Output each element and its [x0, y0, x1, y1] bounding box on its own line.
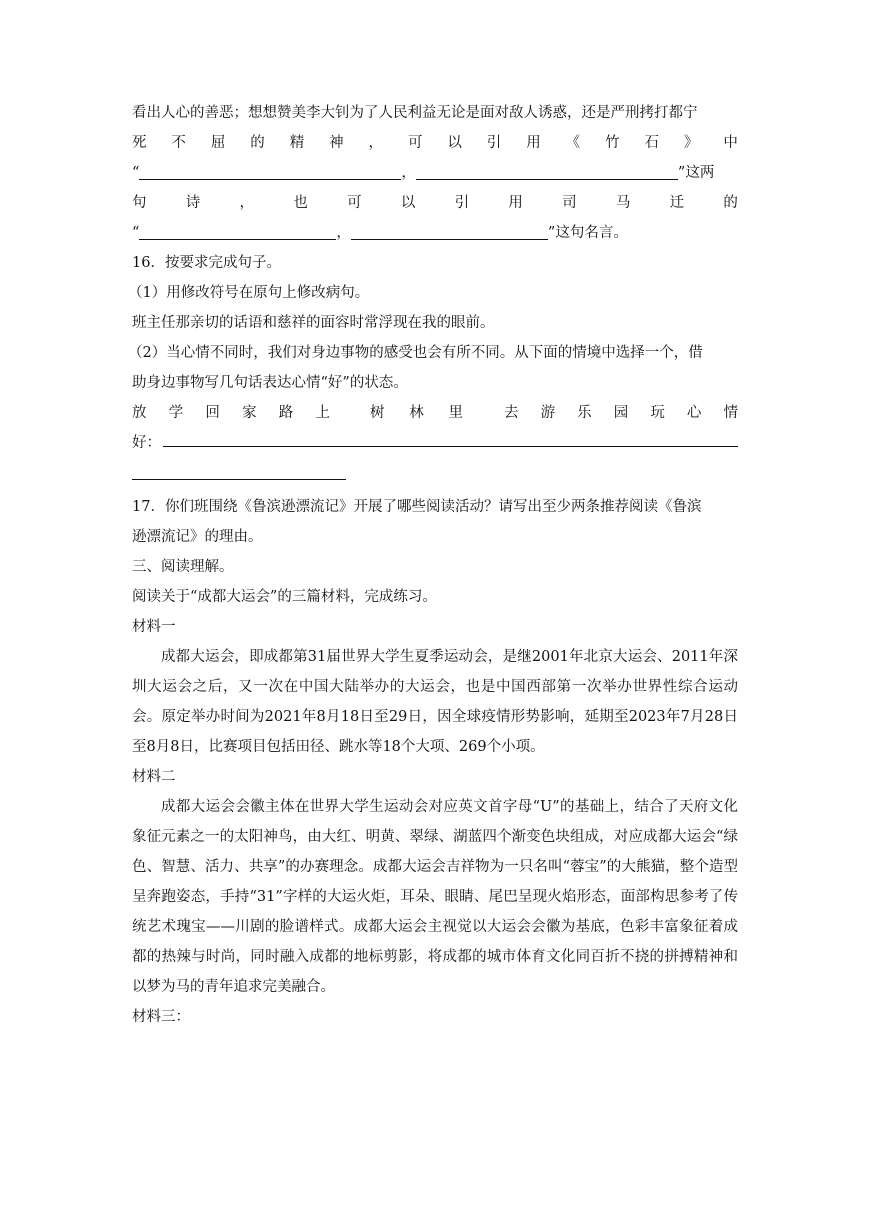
q15-line4-char: 司: [562, 195, 577, 211]
tail-text: ”这句名言。: [547, 225, 628, 241]
q15-line2-char: 引: [486, 135, 502, 151]
q15-line2-char: ，: [368, 135, 384, 151]
q15-line-1: 看出人心的善恶；想想赞美李大钊为了人民利益无论是面对敌人诱惑，还是严刑拷打都宁: [132, 105, 698, 121]
answer-label: 好：: [132, 435, 161, 451]
q16-scenarios: [132, 398, 738, 428]
q15-line2-char: 《: [565, 135, 581, 151]
q16-part2-prompt-b: 助身边事物写几句话表达心情“好”的状态。: [132, 375, 408, 391]
section-intro: 阅读关于“成都大运会”的三篇材料，完成练习。: [132, 589, 437, 605]
answer-blank-4[interactable]: [351, 221, 548, 240]
answer-blank-2[interactable]: [416, 161, 678, 180]
q16-part1-prompt: （1）用修改符号在原句上修改病句。: [128, 285, 370, 301]
scenario-option-1[interactable]: [132, 398, 330, 428]
q15-line4-char: 引: [454, 195, 470, 211]
q16-title: 16．按要求完成句子。: [132, 255, 281, 271]
scenario-char: 林: [409, 405, 424, 421]
q15-line4-char: 迁: [669, 195, 685, 211]
scenario-char: 学: [168, 405, 184, 421]
scenario-char: 上: [315, 405, 330, 421]
scenario-char: 园: [613, 405, 629, 421]
comma: ，: [401, 165, 416, 181]
q15-line4-char: 也: [293, 195, 308, 211]
q15-line4-char: 诗: [185, 195, 201, 211]
scenario-char: 乐: [577, 405, 592, 421]
material-1-title: 材料一: [132, 619, 176, 635]
scenario-char: 玩: [650, 405, 665, 421]
tail-text: ”这两: [677, 165, 715, 181]
q15-line2-char: 可: [407, 135, 423, 151]
q15-line4-char: 马: [615, 195, 631, 211]
scenario-option-2[interactable]: [370, 398, 463, 428]
q15-line2-char: 中: [723, 135, 738, 151]
q15-line4-char: 用: [508, 195, 523, 211]
q15-line2-char: 的: [250, 135, 265, 151]
q15-line2-char: 死: [132, 135, 147, 151]
q15-line2-char: 神: [329, 135, 344, 151]
q17-line-1: 17．你们班围绕《鲁滨逊漂流记》开展了哪些阅读活动？请写出至少两条推荐阅读《鲁滨: [132, 499, 702, 515]
q15-line2-char: 屈: [210, 135, 226, 151]
q15-line2-char: 用: [526, 135, 541, 151]
scenario-char: 游: [540, 405, 556, 421]
q15-line2-char: 》: [683, 135, 699, 151]
comma: ，: [336, 225, 351, 241]
scenario-char: 放: [132, 405, 147, 421]
q15-line4-char: 以: [400, 195, 416, 211]
q15-line4-char: 的: [723, 195, 738, 211]
open-quote: “: [132, 225, 140, 241]
scenario-char: 家: [242, 405, 257, 421]
material-2-title: 材料二: [132, 769, 176, 785]
answer-blank-3[interactable]: [139, 221, 336, 240]
open-quote: “: [132, 165, 140, 181]
q15-line2-char: 以: [447, 135, 462, 151]
q15-line4-char: 句: [132, 195, 147, 211]
q16-answer-line: [132, 428, 738, 458]
scenario-char: 情: [723, 405, 738, 421]
q15-line4-char: 可: [347, 195, 362, 211]
answer-blank-5[interactable]: [163, 428, 738, 447]
q15-line2-char: 不: [171, 135, 186, 151]
answer-blank-6[interactable]: [132, 461, 346, 480]
material-1-text: 成都大运会，即成都第31届世界大学生夏季运动会，是继2001年北京大运会、2011年深圳大运会之后，又一次在中国大陆举办的大运会，也是中国西部第一次举办世界性综合运动会。原定举办时间为2021年8月18日至29日，因全球疫情形势影响，延期至2023年7月28日至8月8日，比赛项目包括田径、跳水等18个大项、269个小项。: [132, 649, 738, 755]
q15-line2-char: 精: [289, 135, 305, 151]
q15-line-4: [132, 188, 738, 218]
q15-line-3: [132, 158, 738, 188]
material-2-text: 成都大运会会徽主体在世界大学生运动会对应英文首字母“U”的基础上，结合了天府文化象征元素之一的太阳神鸟，由大红、明黄、翠绿、湖蓝四个渐变色块组成，对应成都大运会“绿色、智慧、活力、共享”的办赛理念。成都大运会吉祥物为一只名叫“蓉宝”的大熊猫，整个造型呈奔跑姿态，手持“31”字样的大运火炬，耳朵、眼睛、尾巴呈现火焰形态，面部构思参考了传统艺术瑰宝——川剧的脸谱样式。成都大运会主视觉以大运会会徽为基底，色彩丰富象征着成都的热辣与时尚，同时融入成都的地标剪影，将成都的城市体育文化同百折不挠的拼搏精神和以梦为马的青年追求完美融合。: [132, 799, 738, 995]
material-3-title: 材料三：: [132, 1009, 190, 1025]
scenario-char: 回: [205, 405, 220, 421]
q16-part1-sentence: 班主任那亲切的话语和慈祥的面容时常浮现在我的眼前。: [132, 315, 495, 331]
q15-line4-char: ，: [239, 195, 255, 211]
q15-line-5: [132, 218, 738, 248]
q15-line-2: [132, 128, 738, 158]
scenario-char: 心: [686, 405, 702, 421]
scenario-option-3[interactable]: [504, 398, 738, 428]
q15-line2-char: 竹: [605, 135, 620, 151]
answer-blank-1[interactable]: [139, 161, 401, 180]
q15-line2-char: 石: [644, 135, 659, 151]
q16-answer-line-2: [132, 458, 738, 488]
scenario-char: 树: [370, 405, 385, 421]
scenario-char: 去: [504, 405, 519, 421]
q17-line-2: 逊漂流记》的理由。: [132, 529, 263, 545]
scenario-char: 路: [278, 405, 294, 421]
scenario-char: 里: [448, 405, 463, 421]
section-title: 三、阅读理解。: [132, 559, 234, 575]
q16-part2-prompt-a: （2）当心情不同时，我们对身边事物的感受也会有所不同。从下面的情境中选择一个，借: [128, 345, 703, 361]
document-page: [128, 98, 738, 1032]
